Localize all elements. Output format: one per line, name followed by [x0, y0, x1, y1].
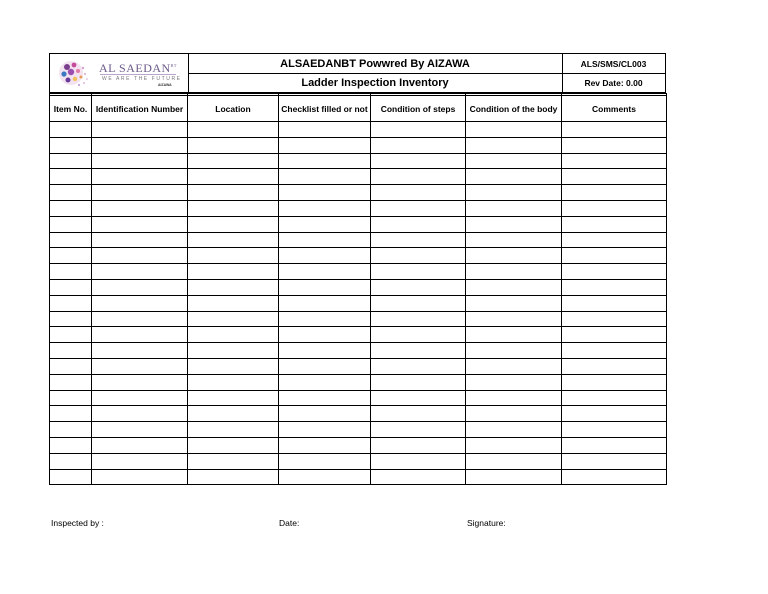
table-cell[interactable] [371, 216, 466, 232]
table-cell[interactable] [92, 185, 188, 201]
table-cell[interactable] [371, 137, 466, 153]
table-row [50, 137, 667, 153]
table-cell[interactable] [92, 248, 188, 264]
table-cell[interactable] [371, 422, 466, 438]
table-cell[interactable] [279, 185, 371, 201]
table-row [50, 311, 667, 327]
table-cell[interactable] [371, 311, 466, 327]
table-cell[interactable] [50, 327, 92, 343]
table-cell[interactable] [371, 200, 466, 216]
table-cell[interactable] [188, 295, 279, 311]
table-row [50, 200, 667, 216]
table-row [50, 295, 667, 311]
inspected-by-label: Inspected by : [51, 518, 104, 528]
table-cell[interactable] [279, 469, 371, 485]
table-cell[interactable] [50, 169, 92, 185]
table-cell[interactable] [371, 169, 466, 185]
table-cell[interactable] [279, 264, 371, 280]
table-cell[interactable] [279, 216, 371, 232]
table-cell[interactable] [371, 437, 466, 453]
table-cell[interactable] [371, 327, 466, 343]
table-cell[interactable] [562, 232, 667, 248]
table-cell[interactable] [92, 437, 188, 453]
table-cell[interactable] [188, 200, 279, 216]
form-title: Ladder Inspection Inventory [301, 76, 449, 89]
table-cell[interactable] [188, 358, 279, 374]
table-cell[interactable] [92, 232, 188, 248]
table-cell[interactable] [279, 358, 371, 374]
table-cell[interactable] [279, 137, 371, 153]
column-header-row [50, 96, 667, 122]
company-logo-icon [57, 57, 91, 90]
column-header-checklist: Checklist filled or not [279, 96, 371, 122]
logo-divider [100, 74, 176, 75]
table-cell[interactable] [92, 422, 188, 438]
table-row [50, 406, 667, 422]
table-cell[interactable] [279, 437, 371, 453]
table-cell[interactable] [50, 216, 92, 232]
table-cell[interactable] [562, 343, 667, 359]
table-cell[interactable] [279, 200, 371, 216]
table-row [50, 327, 667, 343]
table-cell[interactable] [188, 122, 279, 138]
table-cell[interactable] [371, 248, 466, 264]
table-cell[interactable] [562, 279, 667, 295]
table-cell[interactable] [562, 216, 667, 232]
table-cell[interactable] [279, 311, 371, 327]
table-cell[interactable] [188, 311, 279, 327]
table-cell[interactable] [466, 169, 562, 185]
table-cell[interactable] [562, 358, 667, 374]
table-cell[interactable] [466, 374, 562, 390]
table-cell[interactable] [50, 422, 92, 438]
table-cell[interactable] [466, 469, 562, 485]
title-cell [188, 54, 563, 92]
table-cell[interactable] [562, 137, 667, 153]
table-cell[interactable] [279, 295, 371, 311]
table-cell[interactable] [50, 153, 92, 169]
table-row [50, 216, 667, 232]
table-row [50, 248, 667, 264]
inspection-form [49, 53, 666, 528]
table-cell[interactable] [50, 406, 92, 422]
revision-date: Rev Date: 0.00 [584, 77, 643, 88]
table-cell[interactable] [279, 122, 371, 138]
table-cell[interactable] [188, 406, 279, 422]
table-cell[interactable] [92, 137, 188, 153]
table-cell[interactable] [50, 279, 92, 295]
table-cell[interactable] [371, 264, 466, 280]
table-cell[interactable] [188, 469, 279, 485]
logo-wordmark: AL $SAEDAN^{BT}$ [99, 61, 177, 75]
table-cell[interactable] [50, 437, 92, 453]
table-cell[interactable] [562, 264, 667, 280]
table-cell[interactable] [466, 437, 562, 453]
table-cell[interactable] [562, 169, 667, 185]
table-cell[interactable] [50, 232, 92, 248]
table-cell[interactable] [279, 390, 371, 406]
table-cell[interactable] [466, 295, 562, 311]
table-row [50, 122, 667, 138]
table-cell[interactable] [279, 406, 371, 422]
table-cell[interactable] [50, 200, 92, 216]
table-row [50, 279, 667, 295]
table-cell[interactable] [188, 264, 279, 280]
table-cell[interactable] [466, 343, 562, 359]
table-cell[interactable] [562, 200, 667, 216]
table-cell[interactable] [466, 185, 562, 201]
table-cell[interactable] [279, 374, 371, 390]
table-cell[interactable] [371, 358, 466, 374]
table-row [50, 264, 667, 280]
table-cell[interactable] [371, 406, 466, 422]
table-cell[interactable] [466, 153, 562, 169]
table-cell[interactable] [50, 264, 92, 280]
table-cell[interactable] [188, 232, 279, 248]
table-cell[interactable] [466, 279, 562, 295]
table-cell[interactable] [371, 469, 466, 485]
table-cell[interactable] [50, 343, 92, 359]
table-cell[interactable] [92, 216, 188, 232]
table-row [50, 390, 667, 406]
table-cell[interactable] [188, 153, 279, 169]
company-title: ALSAEDANBT Powwred By AIZAWA [280, 57, 470, 70]
table-cell[interactable] [371, 153, 466, 169]
column-header-identification-number: Identification Number [92, 96, 188, 122]
table-cell[interactable] [562, 295, 667, 311]
table-cell[interactable] [92, 390, 188, 406]
table-cell[interactable] [50, 311, 92, 327]
table-cell[interactable] [279, 453, 371, 469]
table-cell[interactable] [92, 279, 188, 295]
table-cell[interactable] [279, 327, 371, 343]
table-cell[interactable] [188, 453, 279, 469]
column-header-condition-steps: Condition of steps [371, 96, 466, 122]
table-cell[interactable] [466, 358, 562, 374]
table-cell[interactable] [562, 453, 667, 469]
table-cell[interactable] [188, 279, 279, 295]
document-meta-cell [562, 54, 665, 92]
table-cell[interactable] [466, 390, 562, 406]
table-cell[interactable] [92, 264, 188, 280]
table-row [50, 422, 667, 438]
column-header-condition-body: Condition of the body [466, 96, 562, 122]
table-cell[interactable] [188, 248, 279, 264]
table-cell[interactable] [279, 232, 371, 248]
table-cell[interactable] [92, 453, 188, 469]
table-cell[interactable] [371, 122, 466, 138]
table-row [50, 153, 667, 169]
column-header-location: Location [188, 96, 279, 122]
table-cell[interactable] [371, 279, 466, 295]
table-cell[interactable] [371, 453, 466, 469]
table-cell[interactable] [562, 185, 667, 201]
table-cell[interactable] [188, 374, 279, 390]
table-cell[interactable] [562, 437, 667, 453]
table-cell[interactable] [562, 422, 667, 438]
table-cell[interactable] [50, 295, 92, 311]
table-cell[interactable] [92, 153, 188, 169]
table-row [50, 453, 667, 469]
table-cell[interactable] [466, 422, 562, 438]
table-cell[interactable] [562, 311, 667, 327]
table-cell[interactable] [92, 469, 188, 485]
table-row [50, 374, 667, 390]
table-cell[interactable] [50, 137, 92, 153]
table-cell[interactable] [562, 248, 667, 264]
table-cell[interactable] [92, 200, 188, 216]
form-header [49, 53, 666, 93]
logo-cell [50, 54, 189, 92]
table-cell[interactable] [188, 343, 279, 359]
table-cell[interactable] [562, 153, 667, 169]
table-cell[interactable] [466, 216, 562, 232]
table-cell[interactable] [50, 453, 92, 469]
date-label: Date: [279, 518, 300, 528]
logo-tagline: WE ARE THE FUTURE [102, 76, 182, 82]
table-row [50, 232, 667, 248]
table-cell[interactable] [188, 422, 279, 438]
table-cell[interactable] [279, 343, 371, 359]
inventory-table [49, 93, 667, 485]
table-cell[interactable] [50, 122, 92, 138]
table-cell[interactable] [92, 295, 188, 311]
table-cell[interactable] [466, 248, 562, 264]
table-cell[interactable] [466, 122, 562, 138]
table-cell[interactable] [92, 311, 188, 327]
logo-sub-brand: AIZAWA [158, 83, 172, 87]
table-cell[interactable] [92, 358, 188, 374]
table-cell[interactable] [279, 169, 371, 185]
table-row [50, 169, 667, 185]
table-cell[interactable] [466, 311, 562, 327]
table-cell[interactable] [279, 279, 371, 295]
table-cell[interactable] [50, 469, 92, 485]
table-cell[interactable] [50, 374, 92, 390]
table-cell[interactable] [188, 169, 279, 185]
table-cell[interactable] [188, 437, 279, 453]
table-cell[interactable] [92, 327, 188, 343]
table-row [50, 358, 667, 374]
column-header-comments: Comments [562, 96, 667, 122]
table-cell[interactable] [92, 122, 188, 138]
table-cell[interactable] [92, 169, 188, 185]
table-cell[interactable] [466, 264, 562, 280]
table-cell[interactable] [188, 137, 279, 153]
table-cell[interactable] [188, 216, 279, 232]
table-cell[interactable] [188, 185, 279, 201]
table-cell[interactable] [371, 390, 466, 406]
table-cell[interactable] [50, 358, 92, 374]
table-cell[interactable] [188, 390, 279, 406]
table-cell[interactable] [562, 390, 667, 406]
table-cell[interactable] [466, 232, 562, 248]
table-cell[interactable] [466, 406, 562, 422]
table-cell[interactable] [279, 153, 371, 169]
table-cell[interactable] [50, 185, 92, 201]
table-cell[interactable] [92, 374, 188, 390]
table-cell[interactable] [371, 295, 466, 311]
table-row [50, 469, 667, 485]
table-cell[interactable] [371, 374, 466, 390]
table-cell[interactable] [466, 327, 562, 343]
table-cell[interactable] [562, 327, 667, 343]
table-cell[interactable] [92, 406, 188, 422]
table-cell[interactable] [371, 232, 466, 248]
table-cell[interactable] [562, 406, 667, 422]
table-cell[interactable] [50, 248, 92, 264]
table-row [50, 185, 667, 201]
table-cell[interactable] [562, 374, 667, 390]
table-cell[interactable] [92, 343, 188, 359]
table-cell[interactable] [279, 248, 371, 264]
table-cell[interactable] [466, 453, 562, 469]
table-cell[interactable] [466, 200, 562, 216]
table-cell[interactable] [371, 343, 466, 359]
table-row [50, 437, 667, 453]
signature-label: Signature: [467, 518, 506, 528]
table-cell[interactable] [371, 185, 466, 201]
table-cell[interactable] [562, 122, 667, 138]
table-cell[interactable] [562, 469, 667, 485]
table-row [50, 343, 667, 359]
table-cell[interactable] [279, 422, 371, 438]
document-code: ALS/SMS/CL003 [580, 58, 647, 69]
table-cell[interactable] [466, 137, 562, 153]
table-cell[interactable] [188, 327, 279, 343]
table-cell[interactable] [50, 390, 92, 406]
column-header-item-no: Item No. [50, 96, 92, 122]
